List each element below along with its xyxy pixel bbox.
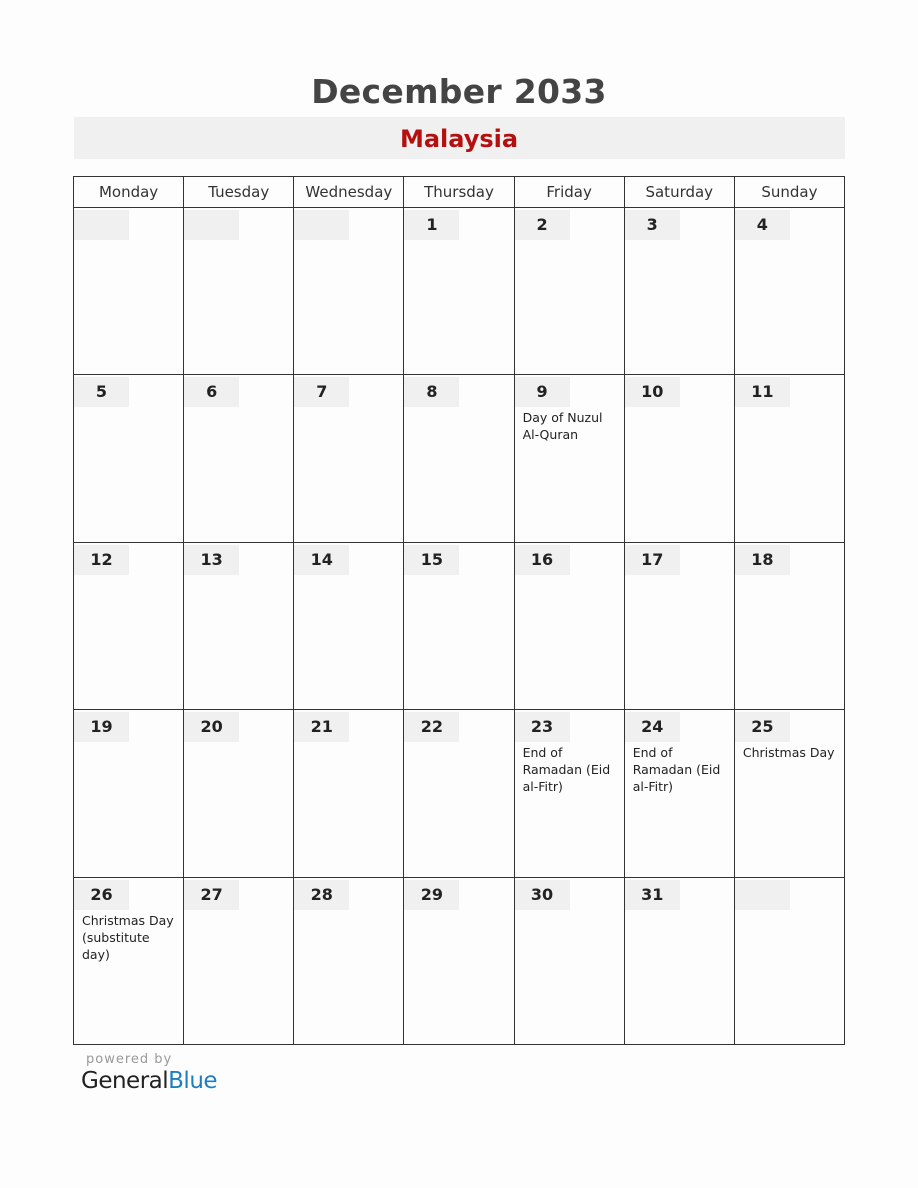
day-cell — [734, 877, 844, 1044]
holiday-label: Christmas Day (substitute day) — [82, 912, 174, 962]
day-cell — [74, 375, 184, 542]
day-cell — [734, 542, 844, 709]
day-number: 3 — [625, 210, 680, 240]
day-cell — [184, 542, 294, 709]
day-cell — [74, 877, 184, 1044]
day-number: 18 — [735, 545, 790, 575]
day-cell — [184, 208, 294, 375]
day-cell — [184, 877, 294, 1044]
weekday-header: Saturday — [624, 177, 734, 208]
day-cell — [404, 542, 514, 709]
brand-general-text: General — [81, 1068, 169, 1094]
day-cell — [624, 208, 734, 375]
holiday-label: End of Ramadan (Eid al-Fitr) — [632, 745, 721, 795]
day-number: 27 — [184, 880, 239, 910]
day-cell — [294, 542, 404, 709]
day-number: 6 — [184, 377, 239, 407]
day-cell — [514, 877, 624, 1044]
day-cell — [74, 710, 184, 877]
week-row — [74, 710, 845, 877]
day-cell — [624, 542, 734, 709]
day-number: 25 — [735, 712, 790, 742]
day-cell — [624, 375, 734, 542]
day-cell — [734, 375, 844, 542]
day-cell — [514, 375, 624, 542]
weekday-header-row — [74, 177, 845, 208]
day-cell — [74, 208, 184, 375]
day-number: 5 — [74, 377, 129, 407]
day-number: 9 — [515, 377, 570, 407]
day-number: 17 — [625, 545, 680, 575]
holiday-label: End of Ramadan (Eid al-Fitr) — [522, 745, 611, 795]
day-cell — [294, 208, 404, 375]
holiday-label: Day of Nuzul Al-Quran — [522, 410, 603, 443]
day-number: 24 — [625, 712, 680, 742]
day-cell — [624, 877, 734, 1044]
week-row — [74, 877, 845, 1044]
day-number: 26 — [74, 880, 129, 910]
week-row — [74, 375, 845, 542]
weekday-header: Monday — [74, 177, 184, 208]
day-number — [735, 880, 790, 910]
day-cell — [404, 710, 514, 877]
day-cell — [624, 710, 734, 877]
day-cell — [514, 542, 624, 709]
brand-blue-text: Blue — [168, 1068, 218, 1094]
day-number: 20 — [184, 712, 239, 742]
day-number: 19 — [74, 712, 129, 742]
day-cell — [294, 375, 404, 542]
calendar-title: December 2033 — [311, 72, 607, 111]
day-cell — [404, 375, 514, 542]
day-number: 1 — [404, 210, 459, 240]
day-number: 13 — [184, 545, 239, 575]
day-number: 2 — [515, 210, 570, 240]
day-number: 21 — [294, 712, 349, 742]
day-number: 12 — [74, 545, 129, 575]
generalblue-logo[interactable] — [81, 1068, 217, 1094]
weekday-header: Sunday — [734, 177, 844, 208]
day-number: 15 — [404, 545, 459, 575]
day-number: 8 — [404, 377, 459, 407]
day-number — [184, 210, 239, 240]
day-number: 31 — [625, 880, 680, 910]
week-row — [74, 208, 845, 375]
day-number: 10 — [625, 377, 680, 407]
day-cell — [294, 710, 404, 877]
weekday-header: Thursday — [404, 177, 514, 208]
holiday-label: Christmas Day — [742, 745, 835, 761]
day-number: 7 — [294, 377, 349, 407]
day-number: 4 — [735, 210, 790, 240]
calendar-grid — [73, 176, 845, 1045]
weekday-header: Tuesday — [184, 177, 294, 208]
day-cell — [734, 710, 844, 877]
day-number: 30 — [515, 880, 570, 910]
day-number — [74, 210, 129, 240]
day-cell — [74, 542, 184, 709]
day-cell — [514, 208, 624, 375]
day-number: 14 — [294, 545, 349, 575]
day-number: 16 — [515, 545, 570, 575]
day-cell — [734, 208, 844, 375]
country-name: Malaysia — [399, 125, 519, 153]
day-cell — [404, 208, 514, 375]
powered-by-label: powered by — [86, 1052, 173, 1067]
day-number: 11 — [735, 377, 790, 407]
day-number: 29 — [404, 880, 459, 910]
day-cell — [184, 710, 294, 877]
day-cell — [514, 710, 624, 877]
day-number: 23 — [515, 712, 570, 742]
weekday-header: Friday — [514, 177, 624, 208]
day-cell — [184, 375, 294, 542]
week-row — [74, 542, 845, 709]
day-cell — [404, 877, 514, 1044]
day-number: 22 — [404, 712, 459, 742]
day-number: 28 — [294, 880, 349, 910]
weekday-header: Wednesday — [294, 177, 404, 208]
day-number — [294, 210, 349, 240]
day-cell — [294, 877, 404, 1044]
